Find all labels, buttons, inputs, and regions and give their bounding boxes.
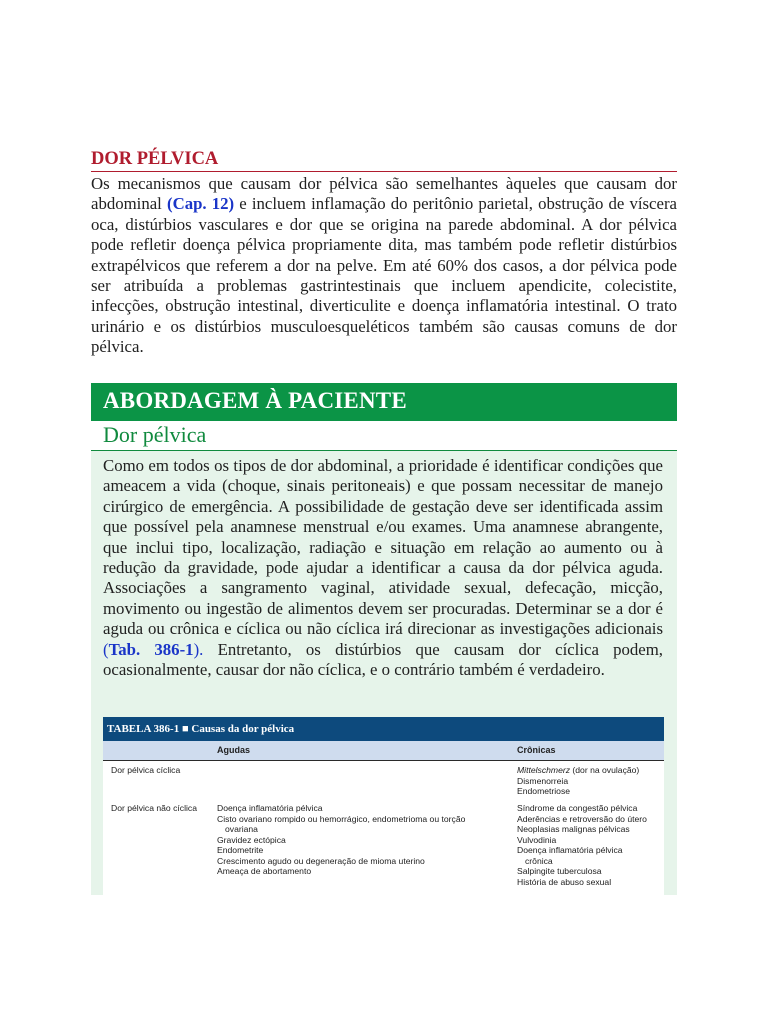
chronic-cause: Síndrome da congestão pélvica — [517, 803, 638, 813]
chronic-cause: Vulvodinia — [517, 834, 557, 845]
table-reference-link[interactable]: Tab. 386-1 — [108, 639, 194, 659]
chronic-causes-cell — [517, 803, 662, 887]
chronic-causes-cell — [517, 765, 662, 797]
causes-table — [103, 717, 664, 895]
section-divider — [91, 171, 677, 172]
approach-banner — [91, 383, 677, 421]
section-heading: DOR PÉLVICA — [91, 149, 219, 169]
row-label: Dor pélvica não cíclica — [111, 803, 197, 813]
chapter-reference-link[interactable]: (Cap. 12) — [166, 194, 235, 214]
chronic-cause-suffix: (dor na ovulação) — [570, 765, 640, 775]
intro-text-start: Os mecanismos que causam dor pélvica são semelhantes àqueles que causam dor abdominal — [91, 174, 677, 214]
approach-paragraph — [103, 456, 663, 680]
approach-subtitle-divider — [91, 450, 677, 451]
intro-paragraph — [91, 174, 677, 358]
chronic-cause: Neoplasias malignas pélvicas — [517, 824, 630, 834]
approach-subtitle: Dor pélvica — [103, 422, 207, 447]
approach-title: ABORDAGEM À PACIENTE — [103, 388, 407, 413]
acute-cause: Doença inflamatória pélvica — [217, 803, 323, 813]
table-caption: TABELA 386-1 ■ Causas da dor pélvica — [103, 717, 664, 741]
chronic-cause: Endometriose — [517, 786, 571, 796]
table-row — [103, 803, 664, 895]
table-reference-close-paren: ). — [193, 639, 204, 659]
chronic-cause: Aderências e retroversão do útero — [517, 813, 647, 824]
table-row — [103, 761, 664, 803]
table-header-acute: Agudas — [217, 745, 251, 755]
acute-cause: Endometrite — [217, 845, 264, 855]
chronic-cause-italic: Mittelschmerz — [517, 765, 571, 775]
chronic-cause: Dismenorreia — [517, 775, 569, 786]
acute-cause: Ameaça de abortamento — [217, 866, 312, 876]
approach-text-start: Como em todos os tipos de dor abdominal, a prioridade é identificar condições que ameacem a vida (choque, sinais peritoneais) e que possam necessitar de manejo cirúrgico de emergência. A possibilidade de gestação deve ser identificada assim que possível pela anamnese menstrual e/ou exames. Uma anamnese abrangente, que inclui tipo, localização, radiação e situação em relação ao aumento ou à redução da gravidade, pode ajudar a identificar a causa da dor pélvica aguda. Associações a sangramento vaginal, atividade sexual, defecação, micção, movimento ou ingestão de alimentos devem ser procuradas. Determinar se a dor é aguda ou crônica e cíclica ou não cíclica irá direcionar as investigações adicionais — [103, 456, 663, 639]
acute-cause-continuation: ovariana — [225, 824, 258, 834]
chronic-cause: História de abuso sexual — [517, 876, 612, 887]
acute-cause: Crescimento agudo ou degeneração de mioma uterino — [217, 855, 425, 866]
table-reference-open-paren: ( — [103, 639, 109, 659]
chronic-cause — [517, 765, 662, 776]
chronic-cause: Salpingite tuberculosa — [517, 866, 602, 876]
acute-cause: Gravidez ectópica — [217, 834, 286, 845]
chronic-cause: Doença inflamatória pélvica — [517, 845, 623, 855]
row-label: Dor pélvica cíclica — [111, 765, 181, 775]
intro-text-end: e incluem inflamação do peritônio parietal, obstrução de víscera oca, distúrbios vasculares e dor que se origina na parede abdominal. A dor pélvica pode refletir doença pélvica propriamente dita, mas também pode refletir distúrbios extrapélvicos que referem a dor na pelve. Em até 60% dos casos, a dor pélvica pode ser atribuída a problemas gastrintestinais que incluem apendicite, colecistite, infecções, obstrução intestinal, diverticulite e doença inflamatória intestinal. O trato urinário e os distúrbios musculoesqueléticos também são causas comuns de dor pélvica. — [91, 194, 677, 357]
table-header-row — [103, 741, 664, 761]
chronic-cause-continuation: crônica — [525, 855, 553, 866]
approach-text-end: Entretanto, os distúrbios que causam dor cíclica podem, ocasionalmente, causar dor não cíclica, e o contrário também é verdadeiro. — [103, 639, 664, 680]
acute-cause: Cisto ovariano rompido ou hemorrágico, endometrioma ou torção — [217, 813, 466, 824]
acute-causes-cell — [217, 803, 487, 877]
table-header-chronic: Crônicas — [517, 745, 556, 755]
